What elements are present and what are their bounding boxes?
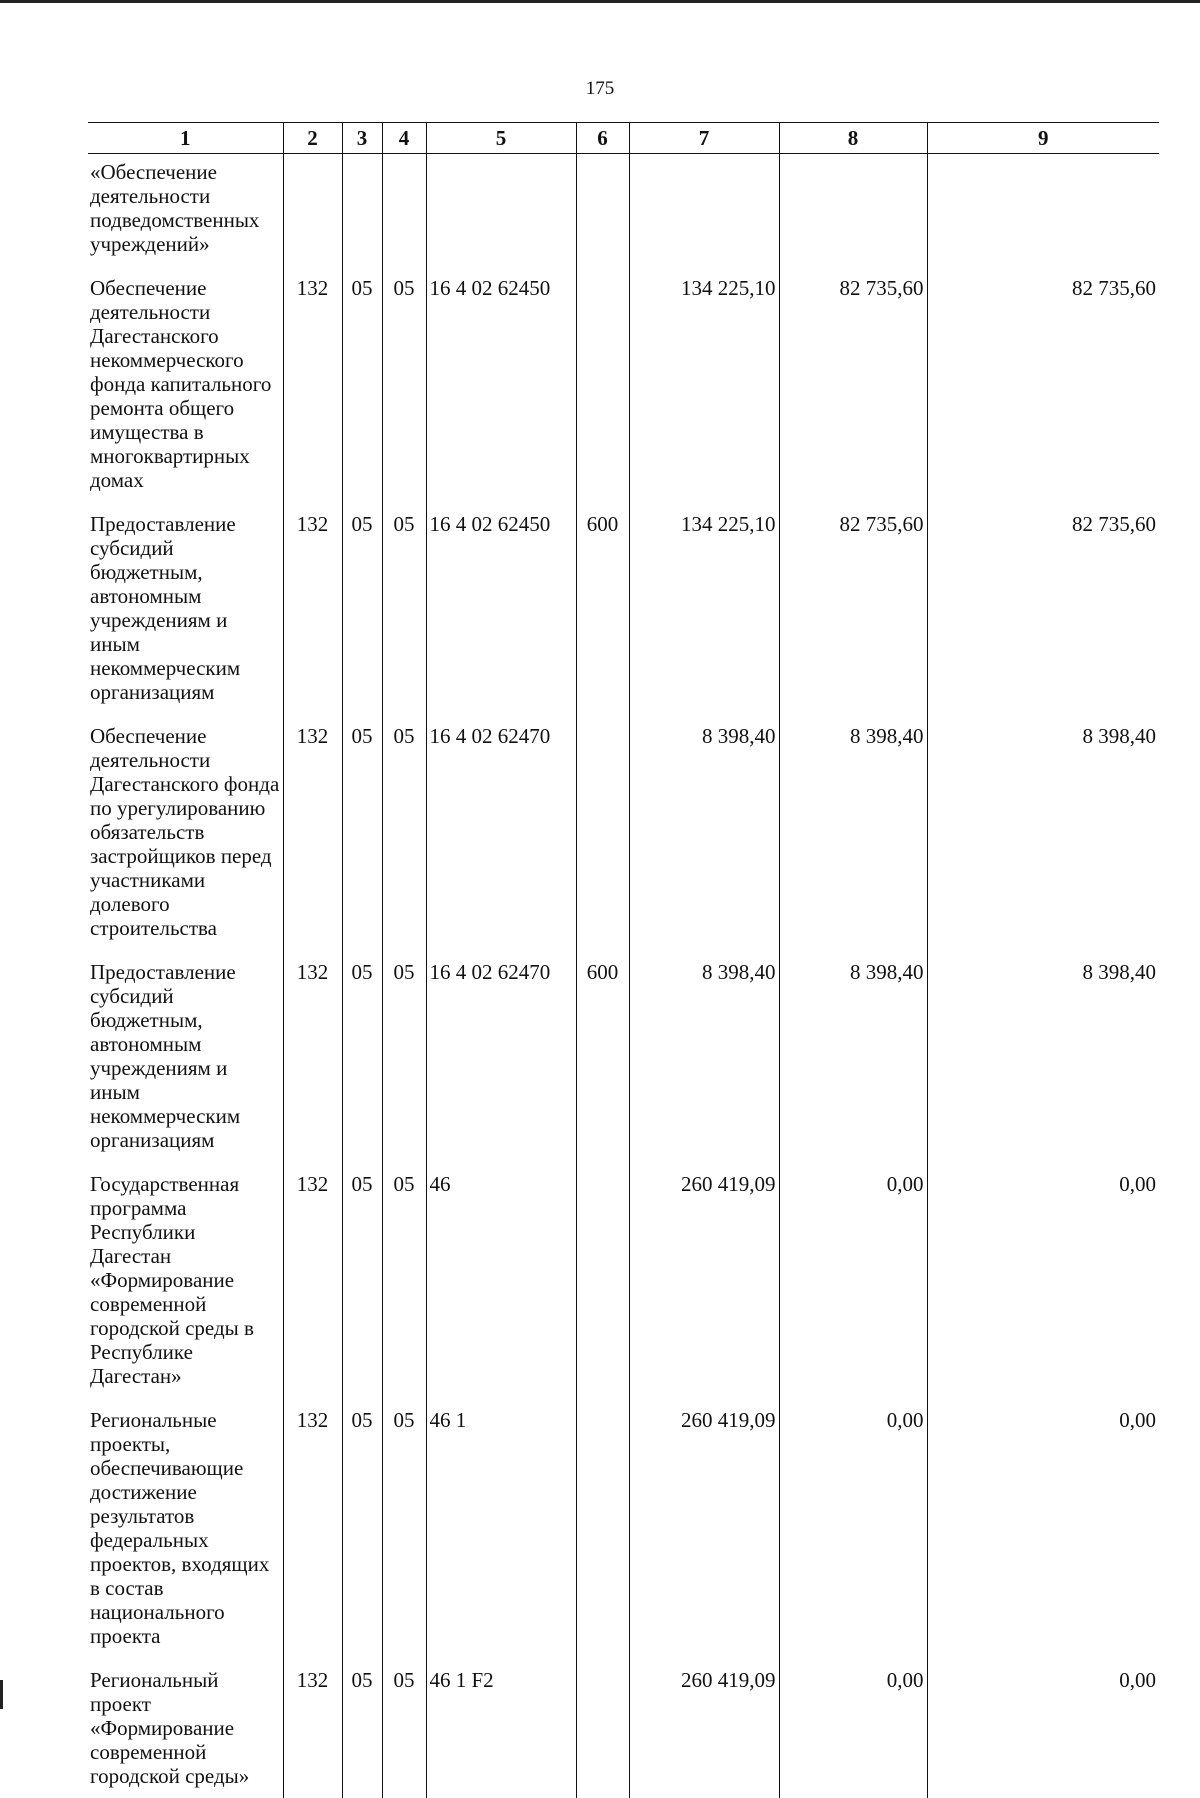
cell-admin-code: 132: [283, 960, 342, 1172]
cell-target-article: 16 4 02 62470: [426, 724, 576, 960]
column-header: 4: [382, 123, 426, 154]
cell-subsection: 05: [382, 724, 426, 960]
row-name: Региональные проекты, обеспечивающие достижение результатов федеральных проектов, входящих в состав национального проекта: [88, 1408, 283, 1668]
table-row: [88, 512, 1159, 724]
cell-amount-9: 82 735,60: [927, 512, 1159, 724]
cell-amount-9: 0,00: [927, 1172, 1159, 1408]
cell-amount-7: [629, 154, 779, 277]
cell-admin-code: 132: [283, 276, 342, 512]
cell-section: 05: [342, 276, 382, 512]
cell-section: 05: [342, 960, 382, 1172]
cell-admin-code: 132: [283, 1668, 342, 1798]
cell-subsection: [382, 154, 426, 277]
cell-amount-8: 82 735,60: [779, 512, 927, 724]
cell-amount-8: 0,00: [779, 1668, 927, 1798]
cell-admin-code: 132: [283, 724, 342, 960]
cell-amount-8: 82 735,60: [779, 276, 927, 512]
row-name: Государственная программа Республики Дагестан «Формирование современной городской среды в Республике Дагестан»: [88, 1172, 283, 1408]
cell-amount-9: 0,00: [927, 1668, 1159, 1798]
column-header: 7: [629, 123, 779, 154]
budget-table: [88, 122, 1159, 1798]
cell-section: 05: [342, 1668, 382, 1798]
row-name: Предоставление субсидий бюджетным, автономным учреждениям и иным некоммерческим организациям: [88, 960, 283, 1172]
scan-edge: [0, 0, 1200, 3]
table-row: [88, 960, 1159, 1172]
cell-expense-type: [576, 1668, 629, 1798]
cell-amount-8: 8 398,40: [779, 960, 927, 1172]
cell-amount-7: 260 419,09: [629, 1668, 779, 1798]
table-row: [88, 276, 1159, 512]
cell-admin-code: 132: [283, 1408, 342, 1668]
header-row: [88, 123, 1159, 154]
cell-expense-type: [576, 276, 629, 512]
cell-amount-7: 8 398,40: [629, 724, 779, 960]
cell-section: 05: [342, 512, 382, 724]
cell-target-article: 46 1 F2: [426, 1668, 576, 1798]
cell-amount-8: 8 398,40: [779, 724, 927, 960]
cell-amount-7: 260 419,09: [629, 1408, 779, 1668]
column-header: 6: [576, 123, 629, 154]
cell-expense-type: [576, 1172, 629, 1408]
cell-target-article: 16 4 02 62450: [426, 276, 576, 512]
table-row: [88, 724, 1159, 960]
column-header: 1: [88, 123, 283, 154]
cell-expense-type: [576, 154, 629, 277]
cell-target-article: 46 1: [426, 1408, 576, 1668]
cell-amount-9: 8 398,40: [927, 960, 1159, 1172]
cell-expense-type: 600: [576, 960, 629, 1172]
cell-section: 05: [342, 1172, 382, 1408]
cell-amount-7: 134 225,10: [629, 276, 779, 512]
cell-amount-9: 0,00: [927, 1408, 1159, 1668]
column-header: 2: [283, 123, 342, 154]
table-row: [88, 154, 1159, 277]
cell-section: 05: [342, 724, 382, 960]
row-name: «Обеспечение деятельности подведомственных учреждений»: [88, 154, 283, 277]
cell-expense-type: [576, 724, 629, 960]
cell-amount-7: 134 225,10: [629, 512, 779, 724]
cell-subsection: 05: [382, 1408, 426, 1668]
cell-section: 05: [342, 1408, 382, 1668]
scan-mark: [0, 1680, 3, 1709]
cell-amount-9: 8 398,40: [927, 724, 1159, 960]
cell-target-article: 16 4 02 62450: [426, 512, 576, 724]
cell-amount-8: 0,00: [779, 1172, 927, 1408]
cell-subsection: 05: [382, 960, 426, 1172]
cell-amount-8: 0,00: [779, 1408, 927, 1668]
cell-amount-7: 260 419,09: [629, 1172, 779, 1408]
cell-expense-type: 600: [576, 512, 629, 724]
cell-subsection: 05: [382, 276, 426, 512]
table-row: [88, 1172, 1159, 1408]
row-name: Обеспечение деятельности Дагестанского фонда по урегулированию обязательств застройщиков перед участниками долевого строительства: [88, 724, 283, 960]
column-header: 3: [342, 123, 382, 154]
cell-target-article: 46: [426, 1172, 576, 1408]
row-name: Обеспечение деятельности Дагестанского некоммерческого фонда капитального ремонта общего имущества в многоквартирных домах: [88, 276, 283, 512]
cell-subsection: 05: [382, 512, 426, 724]
cell-admin-code: [283, 154, 342, 277]
page-number: 175: [585, 78, 615, 99]
table-row: [88, 1408, 1159, 1668]
cell-section: [342, 154, 382, 277]
cell-target-article: [426, 154, 576, 277]
cell-subsection: 05: [382, 1668, 426, 1798]
table-row: [88, 1668, 1159, 1798]
column-header: 5: [426, 123, 576, 154]
row-name: Региональный проект «Формирование современной городской среды»: [88, 1668, 283, 1798]
cell-expense-type: [576, 1408, 629, 1668]
cell-amount-8: [779, 154, 927, 277]
cell-admin-code: 132: [283, 1172, 342, 1408]
cell-target-article: 16 4 02 62470: [426, 960, 576, 1172]
cell-subsection: 05: [382, 1172, 426, 1408]
cell-amount-9: 82 735,60: [927, 276, 1159, 512]
column-header: 8: [779, 123, 927, 154]
cell-amount-7: 8 398,40: [629, 960, 779, 1172]
cell-amount-9: [927, 154, 1159, 277]
column-header: 9: [927, 123, 1159, 154]
cell-admin-code: 132: [283, 512, 342, 724]
row-name: Предоставление субсидий бюджетным, автономным учреждениям и иным некоммерческим организациям: [88, 512, 283, 724]
